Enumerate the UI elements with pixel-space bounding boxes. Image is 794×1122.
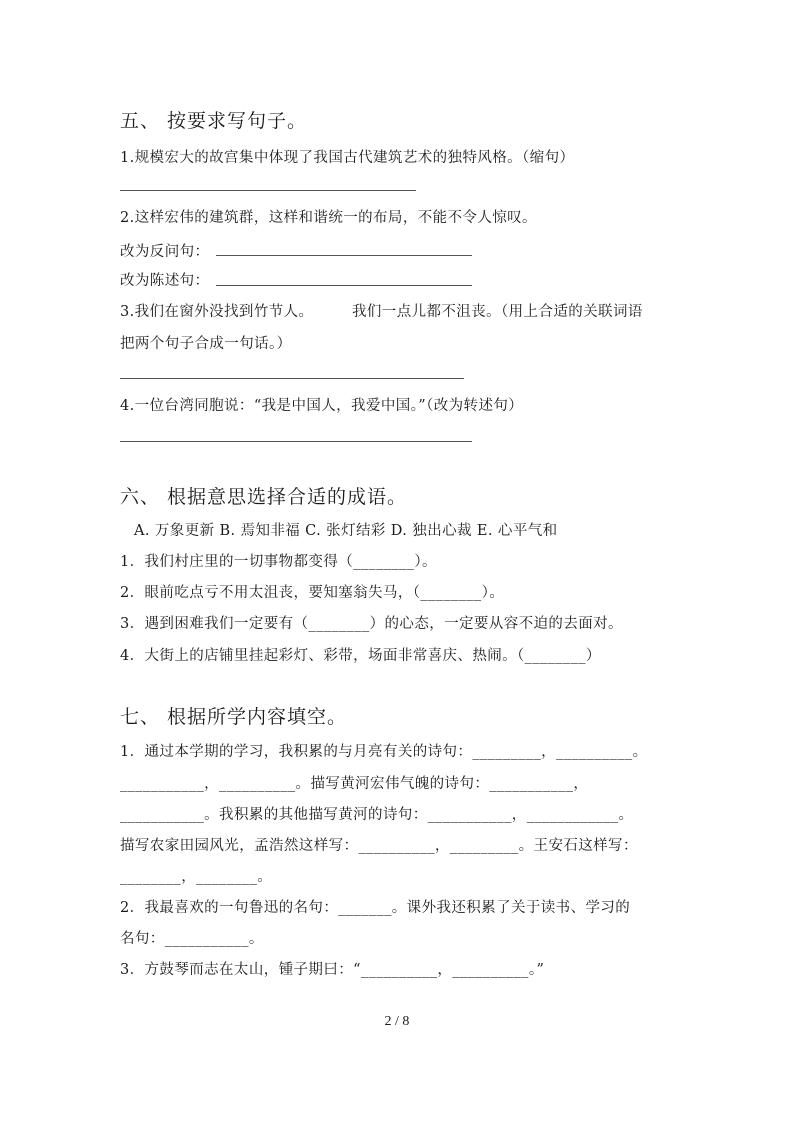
- section-7-title: 七、 根据所学内容填空。: [120, 706, 348, 728]
- s7-line-6: 2．我最喜欢的一句鲁迅的名句：_______。课外我还积累了关于读书、学习的: [120, 900, 631, 916]
- section-6-title: 六、 根据意思选择合适的成语。: [120, 486, 408, 508]
- s7-line-1: 1．通过本学期的学习，我积累的与月亮有关的诗句：_________，__________。: [120, 744, 648, 760]
- s5-answer-line-1: [120, 190, 416, 191]
- page-number: 2 / 8: [384, 1014, 410, 1029]
- s5-question-2: 2.这样宏伟的建筑群，这样和谐统一的布局，不能不令人惊叹。: [120, 210, 537, 226]
- s7-line-3: ___________。我积累的其他描写黄河的诗句：___________，____________。: [120, 807, 634, 823]
- s7-line-7: 名句：___________。: [120, 931, 264, 947]
- s6-options: A. 万象更新 B. 焉知非福 C. 张灯结彩 D. 独出心裁 E. 心平气和: [134, 523, 558, 539]
- s5-q2-rhetorical-label: 改为反问句：: [120, 244, 210, 260]
- s5-question-1: 1.规模宏大的故宫集中体现了我国古代建筑艺术的独特风格。（缩句）: [120, 150, 575, 166]
- s5-answer-line-2b: [216, 285, 472, 286]
- s7-line-4: 描写农家田园风光，孟浩然这样写：__________，_________。王安石这样写：: [120, 838, 638, 854]
- s6-question-4: 4．大街上的店铺里挂起彩灯、彩带，场面非常喜庆、热闹。（________）: [120, 648, 601, 664]
- s5-answer-line-4: [120, 441, 472, 442]
- s5-question-3-part1: 3.我们在窗外没找到竹节人。: [120, 304, 314, 320]
- s5-question-3-part3: 把两个句子合成一句话。）: [120, 336, 292, 352]
- s5-answer-line-2a: [216, 255, 472, 256]
- s6-question-2: 2．眼前吃点亏不用太沮丧，要知塞翁失马，（________）。: [120, 585, 505, 601]
- s6-question-1: 1．我们村庄里的一切事物都变得（________）。: [120, 554, 437, 570]
- s7-line-2: ___________，__________。描写黄河宏伟气魄的诗句：___________，: [120, 776, 589, 792]
- s7-line-5: ________，________。: [120, 869, 273, 885]
- s5-question-3-part2: 我们一点儿都不沮丧。（用上合适的关联词语: [352, 304, 643, 320]
- s5-question-4: 4.一位台湾同胞说：“我是中国人，我爱中国。”（改为转述句）: [120, 398, 524, 414]
- section-5-title: 五、 按要求写句子。: [120, 110, 308, 132]
- s5-answer-line-3: [120, 378, 464, 379]
- s5-q2-declarative-label: 改为陈述句：: [120, 273, 210, 289]
- s6-question-3: 3．遇到困难我们一定要有（________）的心态，一定要从容不迫的去面对。: [120, 616, 623, 632]
- s7-line-8: 3．方鼓琴而志在太山，锺子期曰：“__________，__________。”: [120, 962, 545, 978]
